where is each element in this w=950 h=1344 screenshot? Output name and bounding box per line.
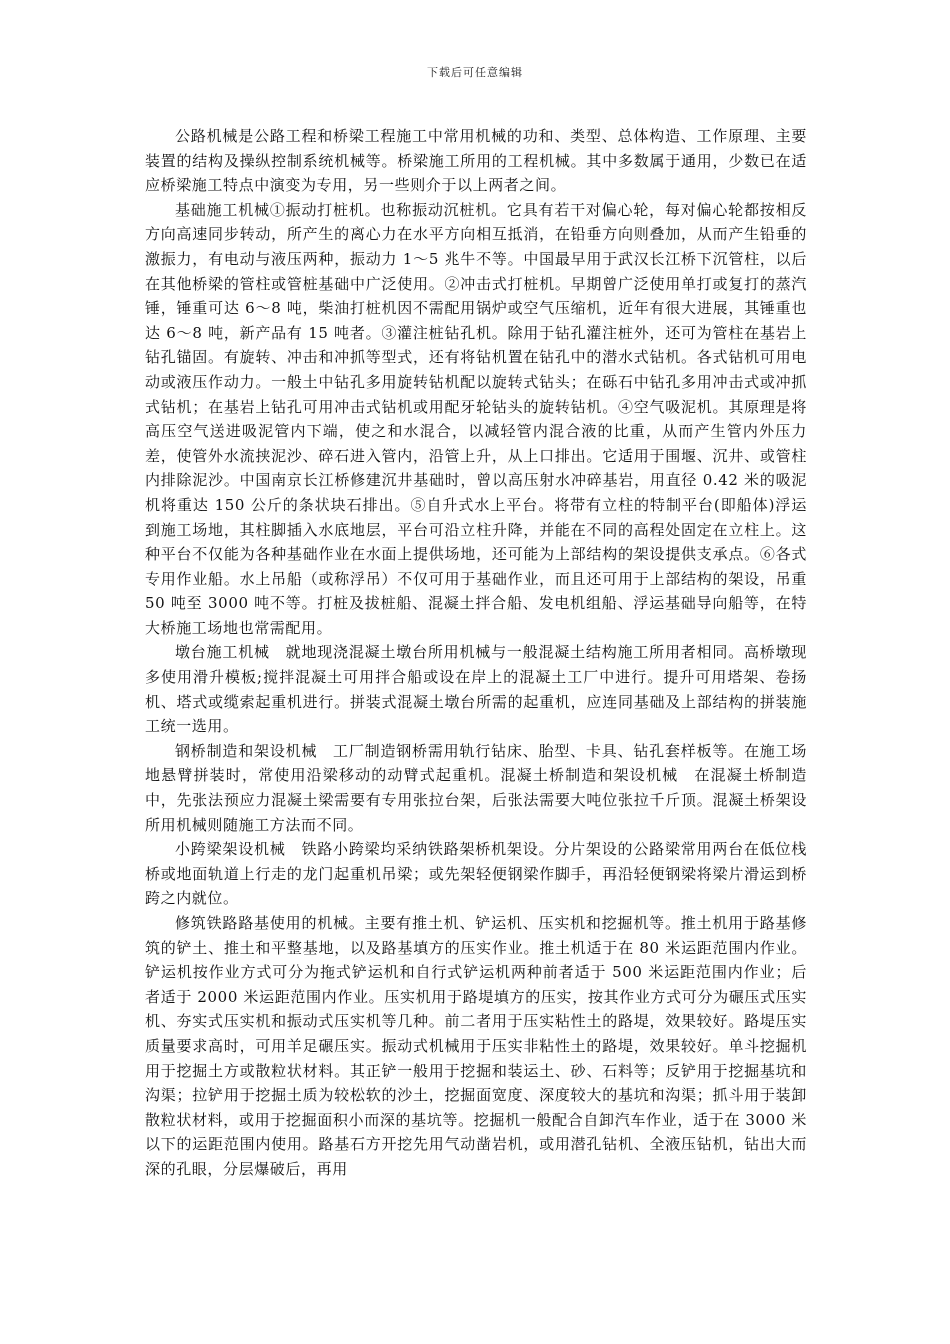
paragraph-small-span-erection: 小跨梁架设机械 铁路小跨梁均采纳铁路架桥机架设。分片架设的公路梁常用两台在低位栈桥或地面轨道上行走的龙门起重机吊梁；或先架轻便钢梁作脚手，再沿轻便钢梁将梁片滑运到桥跨之内就位。 bbox=[145, 840, 807, 908]
paragraph-pier-machinery: 墩台施工机械 就地现浇混凝土墩台所用机械与一般混凝土结构施工所用者相同。高桥墩现多使用滑升模板;搅拌混凝土可用拌合船或设在岸上的混凝土工厂中进行。提升可用塔架、卷扬机、塔式或缆索起重机进行。拼装式混凝土墩台所需的起重机，应连同基础及上部结构的拼装施工统一选用。 bbox=[145, 643, 807, 736]
paragraph-roadbed-machinery: 修筑铁路路基使用的机械。主要有推土机、铲运机、压实机和挖掘机等。推土机用于路基修筑的铲土、推土和平整基地，以及路基填方的压实作业。推土机适于在 80 米运距范围内作业。铲运机按作业方式可分为拖式铲运机和自行式铲运机两种前者适于 500 米运距范围内作业；后者适于 2000 米运距范围内作业。压实机用于路堤填方的压实，按其作业方式可分为碾压式压实机、夯实式压实机和振动式压实机等几种。前二者用于压实粘性土的路堤，效果较好。路堤压实质量要求高时，可用羊足碾压实。振动式机械用于压实非粘性土的路堤，效果较好。单斗挖掘机用于挖掘土方或散粒状材料。其正铲一般用于挖掘和装运土、砂、石料等；反铲用于挖掘基坑和沟渠；拉铲用于挖掘土质为较松软的沙土，挖掘面宽度、深度较大的基坑和沟渠；抓斗用于装卸散粒状材料，或用于挖掘面积小而深的基坑等。挖掘机一般配合自卸汽车作业，适于在 3000 米以下的运距范围内使用。路基石方开挖先用气动凿岩机，或用潜孔钻机、全液压钻机，钻出大而深的孔眼，分层爆破后，再用 bbox=[145, 914, 807, 1178]
page-header-note: 下载后可任意编辑 bbox=[427, 66, 523, 79]
paragraph-foundation-machinery: 基础施工机械①振动打桩机。也称振动沉桩机。它具有若干对偏心轮，每对偏心轮都按相反方向高速同步转动，所产生的离心力在水平方向相互抵消，在铅垂方向则叠加，从而产生铅垂的激振力，有电动与液压两种，振动力 1～5 兆牛不等。中国最早用于武汉长江桥下沉管柱，以后在其他桥梁的管柱或管桩基础中广泛使用。②冲击式打桩机。早期曾广泛使用单打或复打的蒸汽锤，锤重可达 6～8 吨，柴油打桩机因不需配用锅炉或空气压缩机，近年有很大进展，其锤重也达 6～8 吨，新产品有 15 吨者。③灌注桩钻孔机。除用于钻孔灌注桩外，还可为管柱在基岩上钻孔锚固。有旋转、冲击和冲抓等型式，还有将钻机置在钻孔中的潜水式钻机。各式钻机可用电动或液压作动力。一般土中钻孔多用旋转钻机配以旋转式钻头；在砾石中钻孔多用冲击式或冲抓式钻机；在基岩上钻孔可用冲击式钻机或用配牙轮钻头的旋转钻机。④空气吸泥机。其原理是将高压空气送进吸泥管内下端，使之和水混合，以减轻管内混合液的比重，从而产生管内外压力差，使管外水流挟泥沙、碎石进入管内，沿管上升，从上口排出。它适用于围堰、沉井、或管柱内排除泥沙。中国南京长江桥修建沉井基础时，曾以高压射水冲碎基岩，用直径 0.42 米的吸泥机将重达 150 公斤的条状块石排出。⑤自升式水上平台。将带有立柱的特制平台(即船体)浮运到施工场地，其柱脚插入水底地层，平台可沿立柱升降，并能在不同的高程处固定在立柱上。这种平台不仅能为各种基础作业在水面上提供场地，还可能为上部结构的架设提供支承点。⑥各式专用作业船。水上吊船（或称浮吊）不仅可用于基础作业，而且还可用于上部结构的架设，吊重 50 吨至 3000 吨不等。打桩及拔桩船、混凝土拌合船、发电机组船、浮运基础导向船等，在特大桥施工场地也常需配用。 bbox=[145, 200, 807, 637]
paragraph-steel-bridge-machinery: 钢桥制造和架设机械 工厂制造钢桥需用轨行钻床、胎型、卡具、钻孔套样板等。在施工场地悬臂拼装时，常使用沿梁移动的动臂式起重机。混凝土桥制造和架设机械 在混凝土桥制造中，先张法预应力混凝土梁需要有专用张拉台架，后张法需要大吨位张拉千斤顶。混凝土桥架设所用机械则随施工方法而不同。 bbox=[145, 741, 807, 834]
paragraph-intro: 公路机械是公路工程和桥梁工程施工中常用机械的功和、类型、总体构造、工作原理、主要装置的结构及操纵控制系统机械等。桥梁施工所用的工程机械。其中多数属于通用，少数已在适应桥梁施工特点中演变为专用，另一些则介于以上两者之间。 bbox=[145, 127, 807, 195]
document-body bbox=[145, 124, 807, 1182]
